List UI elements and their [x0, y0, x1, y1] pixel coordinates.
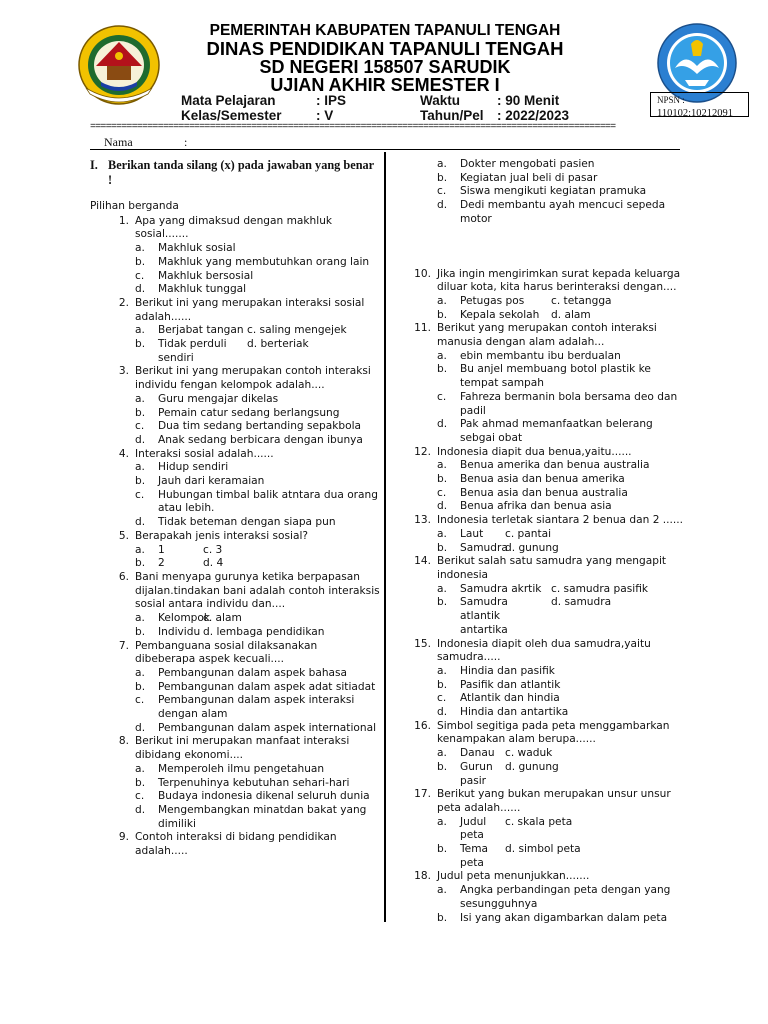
question-item [90, 448, 380, 462]
answer-option [437, 843, 505, 870]
option-letter: c. [437, 390, 447, 403]
answer-option [414, 158, 684, 172]
question-list-left [90, 215, 380, 859]
option-letter: d. [437, 418, 448, 431]
answer-option [90, 461, 380, 475]
answer-option [90, 256, 380, 270]
option-letter: b. [437, 473, 448, 486]
question-item [414, 446, 684, 460]
question-text: Simbol segitiga pada peta menggambarkan kenampakan alam berupa...... [437, 719, 670, 746]
option-text: Hindia dan pasifik [460, 664, 555, 677]
question-item [414, 268, 684, 295]
answer-option [414, 391, 684, 418]
option-text: 2 [158, 557, 165, 570]
question-item [90, 735, 380, 762]
question-number: 8. [118, 735, 129, 748]
question-item [414, 788, 684, 815]
answer-option [90, 516, 380, 530]
npsn-value: 110102:10212091 [657, 108, 734, 119]
option-text: Pasifik dan atlantik [460, 678, 561, 691]
option-letter: d. [437, 500, 448, 513]
answer-option [90, 283, 380, 297]
answer-option [90, 242, 380, 256]
option-letter: b. [135, 776, 146, 789]
option-letter: b. [437, 760, 448, 773]
question-item [414, 514, 684, 528]
answer-option [414, 884, 684, 911]
option-text: Samudra [460, 541, 508, 554]
answer-option [135, 544, 203, 558]
subject-value: : IPS [316, 93, 347, 108]
option-text: Benua asia dan benua amerika [460, 473, 625, 486]
answer-option [90, 790, 380, 804]
question-text: Bani menyapa gurunya ketika berpapasan dijalan.tindakan bani adalah contoh interaksis sosial antara individu dan.... [135, 570, 380, 611]
answer-option [90, 489, 380, 516]
option-text: Hindia dan antartika [460, 706, 569, 719]
answer-option-pair [414, 295, 684, 309]
answer-option-pair [90, 626, 380, 640]
answer-option-pair [414, 596, 684, 637]
answer-option-pair [90, 557, 380, 571]
option-letter: a. [135, 392, 145, 405]
option-letter: d. [135, 433, 146, 446]
option-text: Bu anjel membuang botol plastik ke tempat sampah [460, 363, 651, 390]
option-text: Samudra akrtik [460, 582, 542, 595]
option-text: Pemain catur sedang berlangsung [158, 406, 340, 419]
question-text: Berikut salah satu samudra yang mengapit indonesia [437, 555, 667, 581]
option-letter: b. [135, 475, 146, 488]
answer-option: c. 3 [203, 543, 223, 556]
question-text: Indonesia diapit oleh dua samudra,yaitu samudra..... [437, 637, 651, 664]
option-text: Makhluk yang membutuhkan orang lain [158, 255, 370, 268]
answer-option [414, 363, 684, 390]
question-number: 9. [118, 831, 129, 844]
question-item [414, 555, 684, 582]
question-item [90, 831, 380, 858]
answer-option: c. skala peta [505, 815, 573, 828]
option-letter: b. [135, 557, 146, 570]
question-number: 6. [118, 570, 129, 583]
option-letter: c. [135, 488, 145, 501]
option-text: 1 [158, 543, 165, 556]
class-label: Kelas/Semester [181, 108, 282, 123]
answer-option: d. gunung [505, 541, 559, 554]
question-item [90, 297, 380, 324]
name-colon: : [184, 135, 188, 149]
answer-option [437, 816, 505, 843]
answer-option [414, 706, 684, 720]
option-text: Individu [158, 625, 201, 638]
option-letter: a. [437, 884, 447, 897]
question-number: 5. [118, 529, 129, 542]
section-subtitle: Pilihan berganda [90, 200, 179, 212]
school-heading: SD NEGERI 158507 SARUDIK [259, 57, 511, 77]
option-letter: c. [437, 692, 447, 705]
answer-option: d. lembaga pendidikan [203, 625, 325, 638]
answer-option [414, 692, 684, 706]
answer-option [437, 528, 505, 542]
option-letter: a. [437, 527, 447, 540]
answer-option: d. simbol peta [505, 843, 581, 856]
answer-option: d. samudra [551, 596, 612, 609]
option-text: Benua amerika dan benua australia [460, 459, 650, 472]
answer-option [437, 583, 551, 597]
question-item [90, 640, 380, 667]
question-number: 10. [414, 267, 431, 280]
question-text: Jika ingin mengirimkan surat kepada keluarga diluar kota, kita harus berinteraksi dengan.... [437, 267, 681, 294]
answer-option [90, 804, 380, 831]
question-item [90, 215, 380, 242]
option-letter: a. [437, 747, 447, 760]
answer-option: c. saling mengejek [247, 324, 347, 337]
answer-option-pair [414, 542, 684, 556]
npsn-label: NPSN : [657, 95, 685, 105]
option-letter: a. [437, 158, 447, 170]
option-letter: a. [135, 612, 145, 625]
option-letter: b. [135, 338, 146, 351]
option-text: Benua asia dan benua australia [460, 486, 628, 499]
answer-option [414, 665, 684, 679]
answer-option [135, 626, 203, 640]
answer-option [414, 912, 684, 926]
option-letter: b. [437, 541, 448, 554]
answer-option: d. gunung [505, 760, 559, 773]
question-item [414, 638, 684, 665]
option-letter: c. [135, 694, 145, 707]
option-text: Makhluk sosial [158, 242, 236, 255]
answer-option [135, 557, 203, 571]
question-text: Berikut ini yang merupakan contoh interaksi individu fengan kelompok adalah.... [135, 365, 371, 392]
option-text: Makhluk bersosial [158, 269, 254, 282]
year-label: Tahun/Pel [420, 108, 484, 123]
question-number: 12. [414, 445, 431, 458]
option-letter: d. [437, 199, 448, 212]
government-heading: PEMERINTAH KABUPATEN TAPANULI TENGAH [209, 22, 561, 39]
answer-option [414, 350, 684, 364]
question-number: 13. [414, 514, 431, 527]
answer-option [437, 309, 551, 323]
question-number: 18. [414, 870, 431, 883]
question-item [414, 870, 684, 884]
option-letter: a. [437, 459, 447, 472]
answer-option [90, 393, 380, 407]
answer-option: c. tetangga [551, 294, 612, 307]
question-number: 2. [118, 296, 129, 309]
question-number: 11. [414, 322, 431, 335]
option-text: Pembangunan dalam aspek bahasa [158, 666, 348, 679]
question-text: Pembanguana sosial dilaksanakan dibeberapa aspek kecuali.... [135, 639, 318, 666]
option-text: Judul peta [460, 815, 487, 842]
answer-option [414, 500, 684, 514]
option-letter: b. [135, 255, 146, 268]
option-text: Guru mengajar dikelas [158, 392, 279, 405]
question-item [414, 720, 684, 747]
answer-option: d. 4 [203, 557, 224, 570]
answer-option [90, 667, 380, 681]
answer-option-pair [414, 528, 684, 542]
answer-option-pair [414, 843, 684, 870]
question-number: 17. [414, 788, 431, 801]
answer-option [90, 420, 380, 434]
answer-option [135, 612, 211, 626]
answer-option-pair [414, 761, 684, 788]
question-item [90, 571, 380, 612]
answer-option: c. pantai [505, 527, 552, 540]
column-divider [384, 152, 386, 922]
answer-option [414, 418, 684, 445]
question-number: 16. [414, 719, 431, 732]
class-value: : V [316, 108, 334, 123]
option-letter: a. [135, 324, 145, 337]
answer-option [414, 185, 684, 199]
answer-option-pair [90, 324, 380, 338]
answer-option [437, 295, 551, 309]
answer-option [90, 681, 380, 695]
option-text: Anak sedang berbicara dengan ibunya [158, 433, 363, 446]
option-letter: c. [135, 790, 145, 803]
option-text: Hubungan timbal balik atntara dua orang atau lebih. [158, 488, 378, 515]
answer-option [414, 199, 684, 226]
option-text: Petugas pos [460, 294, 525, 307]
question-number: 4. [118, 447, 129, 460]
question-text: Berapakah jenis interaksi sosial? [135, 529, 309, 542]
option-text: Pembangunan dalam aspek adat sitiadat [158, 680, 376, 693]
answer-option [90, 475, 380, 489]
option-text: Angka perbandingan peta dengan yang sesungguhnya [460, 884, 671, 910]
section-heading [90, 158, 380, 188]
option-letter: a. [437, 294, 447, 307]
question-number: 3. [118, 365, 129, 378]
option-letter: b. [135, 406, 146, 419]
option-letter: a. [437, 664, 447, 677]
option-letter: a. [135, 242, 145, 255]
option-text: Hidup sendiri [158, 461, 229, 474]
option-letter: d. [135, 516, 146, 529]
question-text: Apa yang dimaksud dengan makhluk sosial....... [135, 214, 333, 241]
question-text: Berikut yang merupakan contoh interaksi manusia dengan alam adalah... [437, 322, 657, 349]
answer-option-pair [414, 816, 684, 843]
separator-rule: ===================================================================================================== [90, 122, 616, 133]
question-number: 15. [414, 637, 431, 650]
option-text: Budaya indonesia dikenal seluruh dunia [158, 790, 370, 803]
option-letter: b. [437, 596, 448, 609]
option-text: Makhluk tunggal [158, 283, 247, 296]
option-text: Tidak perduli sendiri [158, 338, 227, 364]
question-text: Berikut yang bukan merupakan unsur unsur peta adalah...... [437, 788, 671, 814]
answer-option [90, 407, 380, 421]
option-letter: a. [437, 349, 447, 362]
answer-option-pair [414, 309, 684, 323]
question-item [90, 365, 380, 392]
option-text: Mengembangkan minatdan bakat yang dimiliki [158, 803, 367, 830]
question-text: Interaksi sosial adalah...... [135, 447, 274, 460]
agency-heading: DINAS PENDIDIKAN TAPANULI TENGAH [206, 38, 564, 59]
answer-option [90, 763, 380, 777]
option-text: Kelompok [158, 612, 211, 625]
option-letter: d. [135, 283, 146, 296]
option-letter: a. [437, 815, 447, 828]
option-text: Dedi membantu ayah mencuci sepeda motor [460, 199, 666, 225]
answer-option [90, 722, 380, 736]
answer-option-pair [90, 338, 380, 365]
option-text: Pembangunan dalam aspek interaksi dengan alam [158, 694, 355, 721]
answer-option [414, 487, 684, 501]
answer-option [135, 324, 247, 338]
question-text: Indonesia diapit dua benua,yaitu...... [437, 445, 632, 458]
option-text: Pak ahmad memanfaatkan belerang sebgai obat [460, 418, 653, 444]
answer-option-pair [414, 747, 684, 761]
answer-option: c. alam [203, 612, 242, 625]
option-text: Jauh dari keramaian [158, 475, 265, 488]
answer-option-pair [90, 612, 380, 626]
option-letter: a. [135, 666, 145, 679]
name-label: Nama [104, 135, 133, 149]
question-number: 14. [414, 555, 431, 568]
spacer [414, 227, 684, 268]
question-text: Berikut ini yang merupakan interaksi sosial adalah...... [135, 296, 365, 323]
answer-option [437, 761, 505, 788]
question-list-right [414, 158, 684, 925]
answer-option: c. samudra pasifik [551, 582, 649, 595]
name-field[interactable] [90, 135, 680, 150]
option-letter: b. [437, 843, 448, 856]
subject-label: Mata Pelajaran [181, 93, 276, 108]
option-text: Tema peta [460, 843, 488, 869]
option-text: ebin membantu ibu berdualan [460, 349, 621, 362]
question-item [414, 322, 684, 349]
answer-option: d. alam [551, 308, 591, 321]
option-letter: c. [437, 486, 447, 499]
option-letter: b. [135, 625, 146, 638]
answer-option [437, 541, 508, 556]
section-number: I. [90, 158, 98, 172]
question-item [90, 530, 380, 544]
answer-option [414, 473, 684, 487]
option-text: Pembangunan dalam aspek international [158, 721, 377, 734]
option-letter: d. [437, 706, 448, 719]
answer-option [90, 694, 380, 721]
option-text: Isi yang akan digambarkan dalam peta [460, 911, 668, 924]
option-letter: c. [437, 185, 447, 198]
exam-heading: UJIAN AKHIR SEMESTER I [270, 75, 500, 95]
option-text: Siswa mengikuti kegiatan pramuka [460, 185, 647, 198]
answer-option [135, 338, 247, 365]
answer-option [437, 596, 551, 637]
option-letter: a. [437, 582, 447, 595]
option-text: Benua afrika dan benua asia [460, 500, 612, 513]
option-letter: b. [437, 308, 448, 321]
answer-option-pair [414, 583, 684, 597]
question-text: Indonesia terletak siantara 2 benua dan 2 ...... [437, 514, 684, 527]
question-text: Judul peta menunjukkan....... [437, 870, 590, 883]
option-letter: b. [135, 680, 146, 693]
question-number: 7. [118, 639, 129, 652]
answer-option [414, 172, 684, 186]
left-column [90, 158, 380, 859]
answer-option [90, 434, 380, 448]
option-text: Laut [460, 527, 484, 540]
option-letter: b. [437, 171, 448, 184]
option-text: Kegiatan jual beli di pasar [460, 171, 598, 184]
answer-option: c. waduk [505, 747, 553, 760]
option-text: Tidak beteman dengan siapa pun [158, 516, 336, 529]
option-letter: c. [135, 420, 145, 433]
option-letter: a. [135, 543, 145, 556]
option-letter: d. [135, 721, 146, 734]
question-number: 1. [118, 214, 129, 227]
answer-option [414, 459, 684, 473]
answer-option-pair [90, 544, 380, 558]
option-text: Dokter mengobati pasien [460, 158, 595, 170]
option-text: Samudra atlantik antartika [460, 596, 508, 636]
option-text: Kepala sekolah [460, 308, 540, 321]
section-instruction: Berikan tanda silang (x) pada jawaban yang benar ! [108, 158, 374, 187]
option-text: Dua tim sedang bertanding sepakbola [158, 420, 362, 433]
option-text: Gurun pasir [460, 760, 493, 787]
answer-option [90, 777, 380, 791]
option-text: Danau [460, 747, 495, 760]
option-text: Memperoleh ilmu pengetahuan [158, 762, 325, 775]
right-column [414, 158, 684, 925]
option-text: Fahreza bermanin bola bersama deo dan padil [460, 390, 678, 417]
option-letter: a. [135, 461, 145, 474]
time-label: Waktu [420, 93, 460, 108]
option-text: Atlantik dan hindia [460, 692, 560, 705]
answer-option [437, 747, 505, 761]
question-text: Contoh interaksi di bidang pendidikan adalah..... [135, 831, 337, 858]
option-letter: d. [135, 803, 146, 816]
answer-option [414, 679, 684, 693]
answer-option: d. berteriak [247, 338, 309, 351]
option-letter: b. [437, 911, 448, 924]
year-value: : 2022/2023 [497, 108, 570, 123]
option-text: Terpenuhinya kebutuhan sehari-hari [158, 776, 350, 789]
option-letter: a. [135, 762, 145, 775]
option-letter: b. [437, 363, 448, 376]
option-letter: c. [135, 269, 145, 282]
option-text: Berjabat tangan [158, 324, 244, 337]
answer-option [90, 270, 380, 284]
question-text: Berikut ini merupakan manfaat interaksi dibidang ekonomi.... [135, 735, 350, 762]
option-letter: b. [437, 678, 448, 691]
time-value: : 90 Menit [497, 93, 560, 108]
